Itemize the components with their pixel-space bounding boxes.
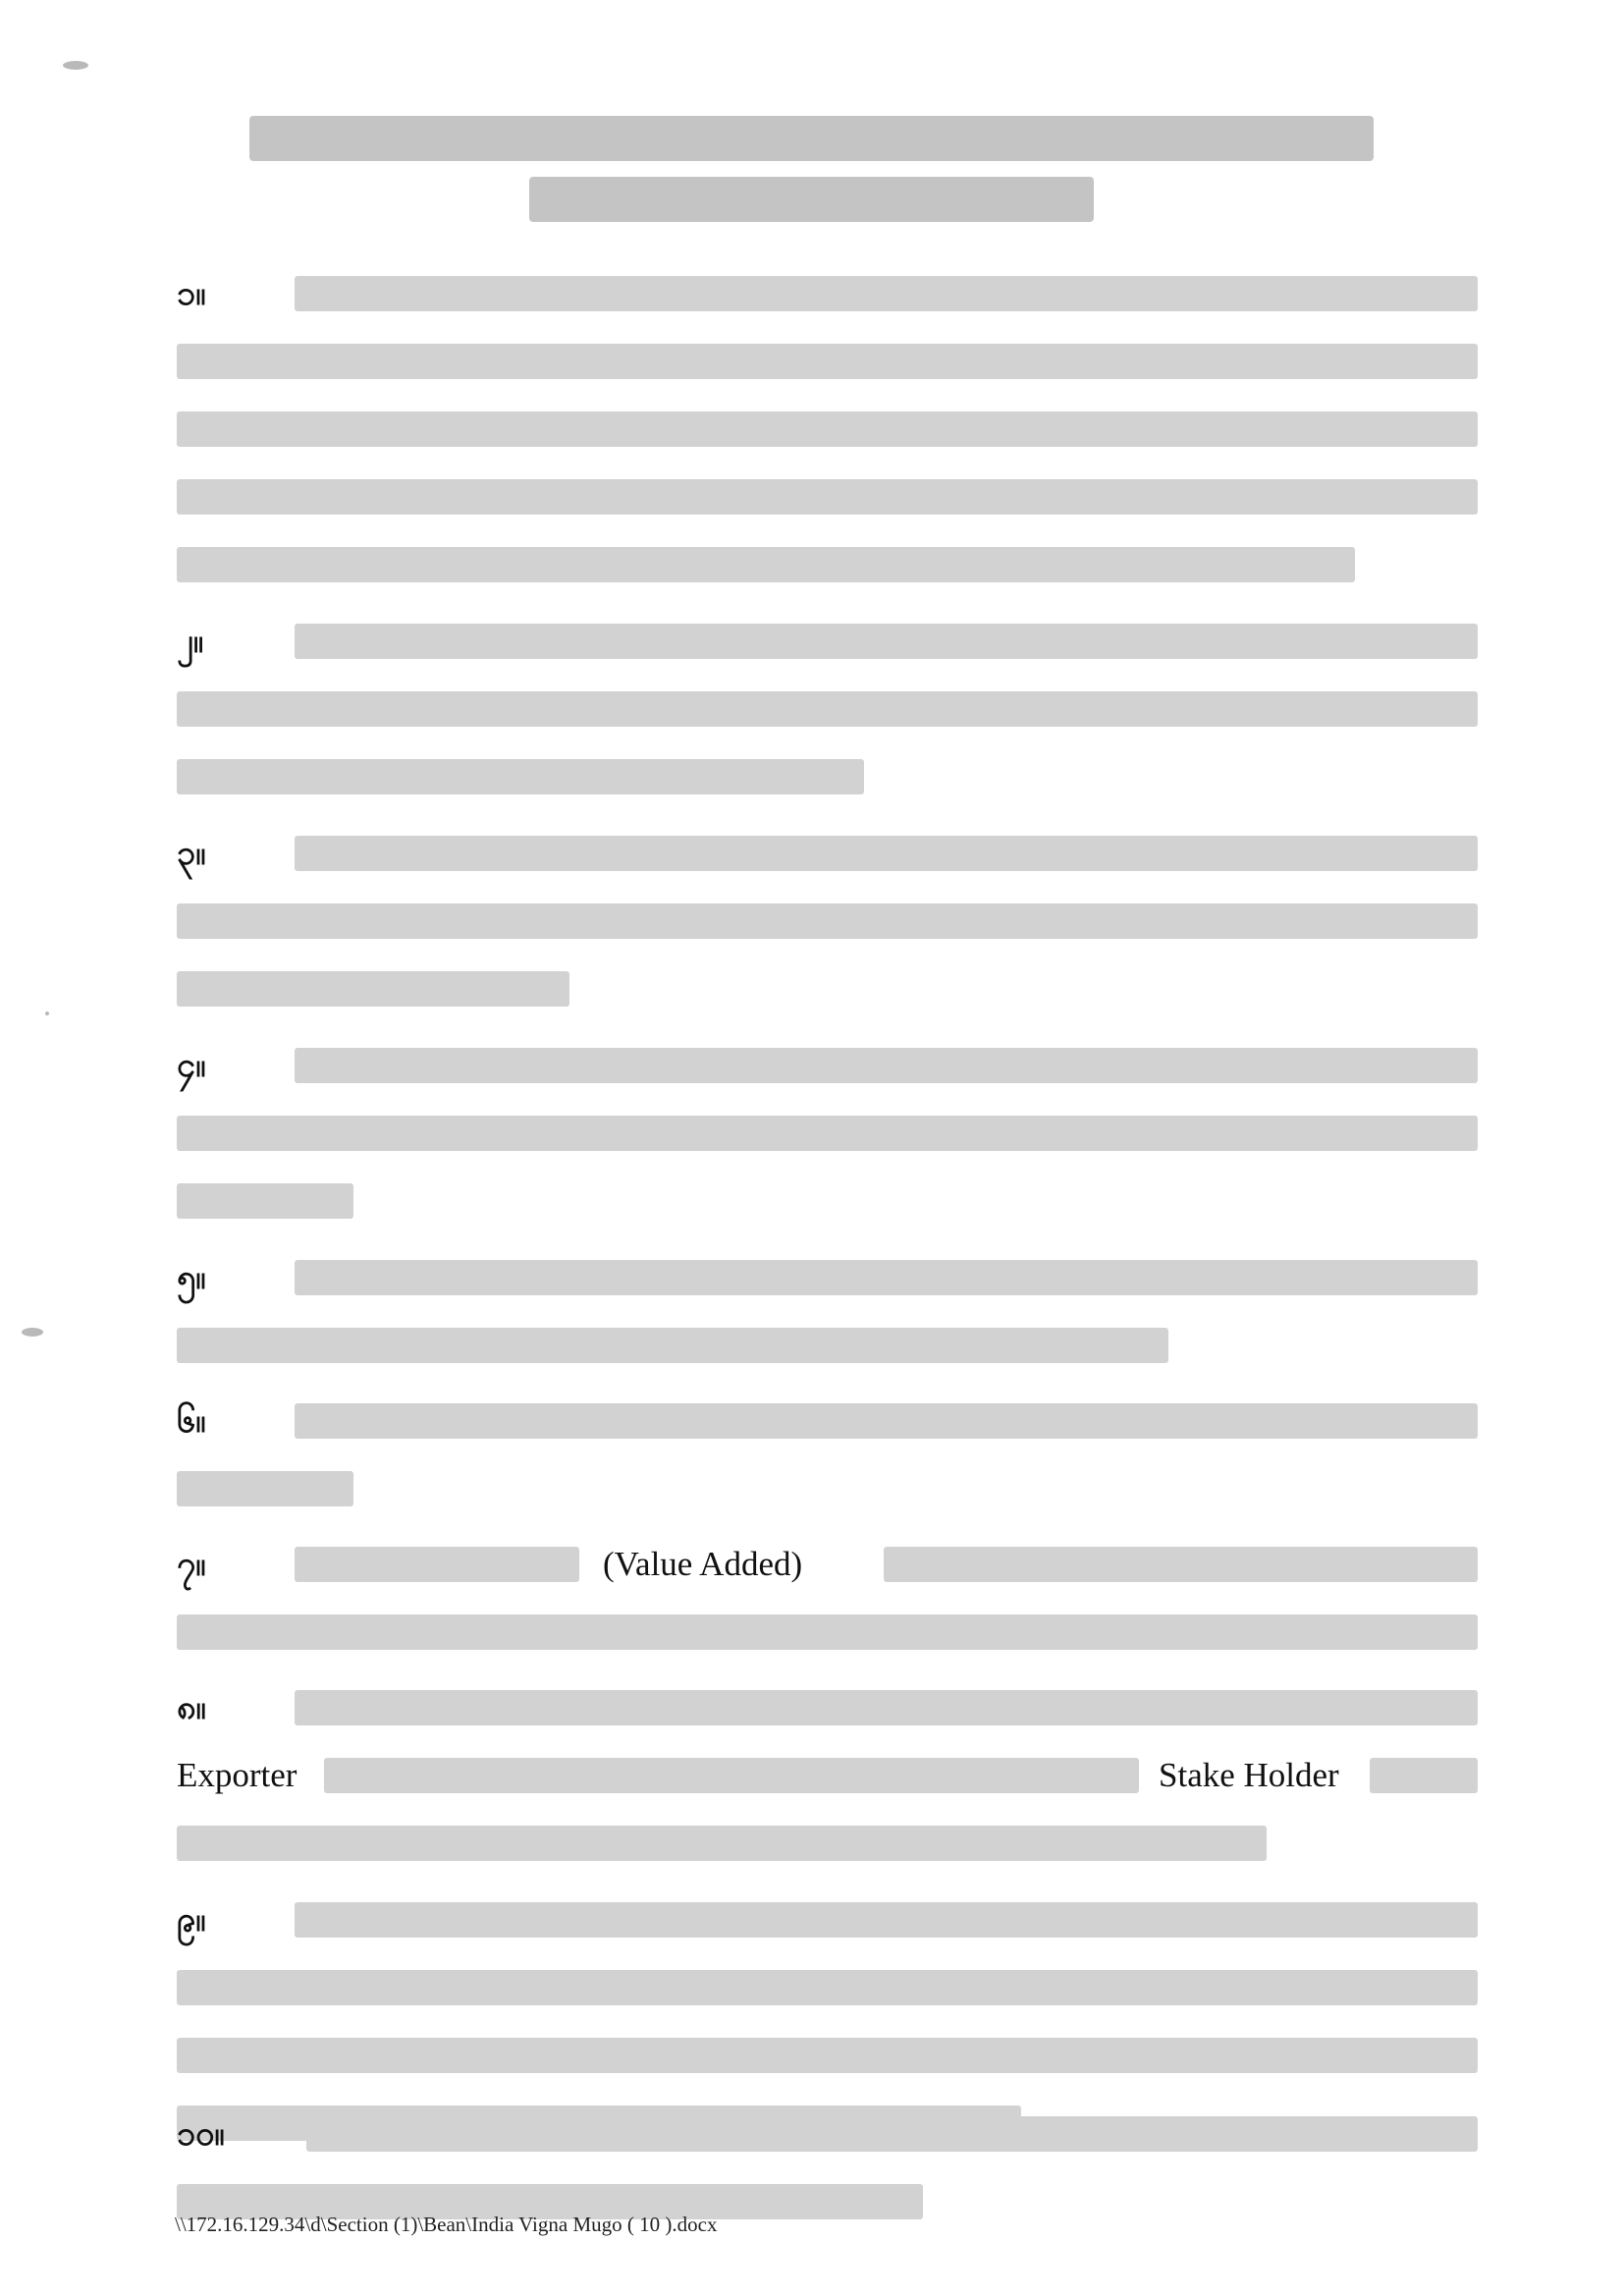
paragraph-number: ၄။ [177,1046,206,1085]
text-line [177,1116,1478,1151]
text-line [177,1328,1168,1363]
title-line [249,116,1374,161]
paragraph-number: ၁။ [177,274,206,313]
paragraph-number: ၉။ [177,1900,206,1940]
paragraph-number: ၅။ [177,1258,206,1297]
text-line [177,1183,353,1219]
paragraph-number: ၆။ [177,1401,206,1441]
text-line [306,2116,1478,2152]
paragraph-number: ၈။ [177,1688,206,1727]
value-added-term: (Value Added) [603,1545,803,1583]
text-line [177,547,1355,582]
text-line [177,691,1478,727]
text-line [295,1902,1478,1938]
text-line [295,1403,1478,1439]
text-line [177,1614,1478,1650]
title-line [529,177,1094,222]
text-line [324,1758,1139,1793]
paragraph-number: ၂။ [177,622,203,661]
text-line [177,2038,1478,2073]
text-line [177,903,1478,939]
paragraph-number: ၁၀။ [177,2114,225,2154]
text-line [177,759,864,794]
text-line [884,1547,1478,1582]
scan-speck [22,1328,43,1337]
text-line [295,1048,1478,1083]
paragraph-number: ၇။ [177,1545,206,1584]
text-line [295,276,1478,311]
text-line [1370,1758,1478,1793]
text-line [177,1826,1267,1861]
scan-speck [63,61,88,70]
scan-speck [45,1011,49,1015]
text-line [295,1690,1478,1725]
document-title [0,116,1623,238]
text-line [177,344,1478,379]
paragraph-number: ၃။ [177,834,206,873]
text-line [177,971,569,1007]
text-line [177,479,1478,515]
text-line [177,1471,353,1506]
exporter-term: Exporter [177,1756,298,1794]
stake-holder-term: Stake Holder [1159,1756,1339,1794]
text-line [295,836,1478,871]
text-line [295,1547,579,1582]
file-path-footer: \\172.16.129.34\d\Section (1)\Bean\India Vigna Mugo ( 10 ).docx [175,2213,718,2236]
text-line [177,411,1478,447]
text-line [295,1260,1478,1295]
text-line [177,1970,1478,2005]
text-line [295,624,1478,659]
